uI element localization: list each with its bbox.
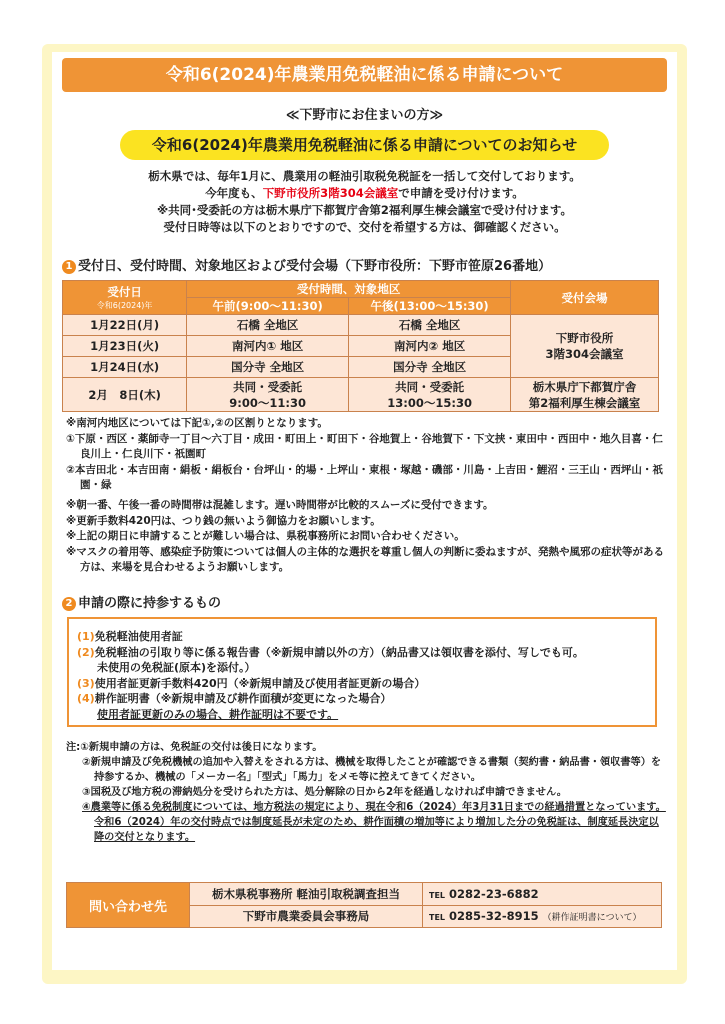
header-pm: 午後(13:00～15:30): [349, 298, 511, 315]
intro-line-2: 今年度も、下野市役所3階304会議室で申請を受け付けます。: [205, 186, 524, 200]
section-number-icon: 1: [62, 260, 76, 274]
list-item: (3)使用者証更新手数料420円（※新規申請及び使用者証更新の場合）: [77, 676, 426, 690]
table-row: 2月 8日(木) 共同・受委託 9:00～11:30 共同・受委託 13:00～15:30 栃木県庁下都賀庁舎 第2福利厚生棟会議室: [63, 378, 659, 412]
footnotes: 注:①新規申請の方は、免税証の交付は後日になります。 ②新規申請及び免税機械の追加や入替えをされる方は、機械を取得したことが確認できる書類（契約書・納品書・領収書等）を持参するか、機械の「メーカー名」「型式」「馬力」をメモ等に控えてきてください。 ③国税及び地方税の滞納処分を受けられた方は、処分解除の日から2年を経過しなければ申請できません。 ④農業等に係る免税制度については、地方税法の規定により、現在令和6（2024）年3月31日までの経過措置となっています。令和6（2024）年の交付時点では制度延長が未定のため、耕作面積の増加等により増加した分の免税証は、制度延長決定以降の交付となります。: [66, 742, 666, 843]
contact-phone-2: TEL 0285-32-8915 （耕作証明書について）: [423, 905, 662, 928]
intro-line-3: ※共同･受委託の方は栃木県庁下都賀庁舎第2福利厚生棟会議室で受け付けます。: [156, 203, 572, 217]
intro-line-4: 受付日時等は以下のとおりですので、交付を希望する方は、御確認ください。: [163, 220, 566, 234]
table-row: 1月24日(水) 国分寺 全地区 国分寺 全地区: [63, 357, 659, 378]
contact-title: 問い合わせ先: [67, 883, 190, 928]
list-item: (4)耕作証明書（※新規申請及び耕作面積が変更になった場合）: [77, 692, 392, 705]
table-row: 1月22日(月) 石橋 全地区 石橋 全地区 下野市役所 3階304会議室: [63, 315, 659, 336]
section-2-heading: 2 申請の際に持参するもの: [62, 592, 221, 611]
intro-line-1: 栃木県では、毎年1月に、農業用の軽油引取税免税証を一括して交付しております。: [148, 169, 581, 183]
contact-org-2: 下野市農業委員会事務局: [190, 905, 423, 928]
page-subtitle: ≪下野市にお住まいの方≫: [285, 108, 444, 123]
header-venue: 受付会場: [511, 281, 659, 315]
notice-banner: 令和6(2024)年農業用免税軽油に係る申請についてのお知らせ: [120, 130, 609, 160]
venue-cell: 下野市役所 3階304会議室: [511, 315, 659, 378]
section-number-icon: 2: [62, 597, 76, 611]
table-row: 1月23日(火) 南河内① 地区 南河内② 地区: [63, 336, 659, 357]
contact-table: [66, 882, 662, 928]
general-notes: ※朝一番、午後一番の時間帯は混雑します。遅い時間帯が比較的スムーズに受付できます。 ※更新手数料420円は、つり銭の無いよう御協力をお願いします。 ※上記の期日に申請することが難しい場合は、県税事務所にお問い合わせください。 ※マスクの着用等、感染症予防策については個人の主体的な選択を尊重し個人の判断に委ねますが、発熱や風邪の症状等がある方は、来場を見合わせるようお願いします。: [66, 499, 664, 573]
header-am: 午前(9:00～11:30): [187, 298, 349, 315]
header-time: 受付時間、対象地区: [187, 281, 511, 298]
district-notes: ※南河内地区については下記①,②の区割りとなります。 ①下原・西区・薬師寺一丁目～六丁目・成田・町田上・町田下・谷地賀上・谷地賀下・下文挟・東田中・西田中・地久目喜・仁良川上・仁良川下・祇園町 ②本吉田北・本吉田南・絹板・絹板台・台坪山・的場・上坪山・東根・塚越・磯部・川島・上吉田・鯉沼・三王山・西坪山・祇園・緑: [66, 417, 663, 491]
intro-text: [72, 168, 657, 236]
schedule-table: [62, 280, 659, 412]
required-items-box: (1)免税軽油使用者証 (2)免税軽油の引取り等に係る報告書（※新規申請以外の方）（納品書又は領収書を添付、写しでも可。 未使用の免税証(原本)を添付。） (3)使用者証更新手数料420円（※新規申請及び使用者証更新の場合） (4)耕作証明書（※新規申請及び耕作面積が変更になった場合） 使用者証更新のみの場合、耕作証明は不要です。: [67, 617, 657, 727]
venue-highlight: 下野市役所3階304会議室: [262, 186, 399, 200]
list-item: (2)免税軽油の引取り等に係る報告書（※新規申請以外の方）（納品書又は領収書を添付、写しでも可。: [77, 645, 584, 659]
notice-sheet: [52, 52, 677, 970]
page-title: 令和6(2024)年農業用免税軽油に係る申請について: [62, 58, 667, 92]
contact-org-1: 栃木県税事務所 軽油引取税調査担当: [190, 883, 423, 906]
header-date: 受付日 令和6(2024)年: [63, 281, 187, 315]
list-item: (1)免税軽油使用者証: [77, 630, 183, 643]
contact-phone-1: TEL 0282-23-6882: [423, 883, 662, 906]
section-1-heading: 1 受付日、受付時間、対象地区および受付会場（下野市役所：下野市笹原26番地）: [62, 255, 551, 274]
